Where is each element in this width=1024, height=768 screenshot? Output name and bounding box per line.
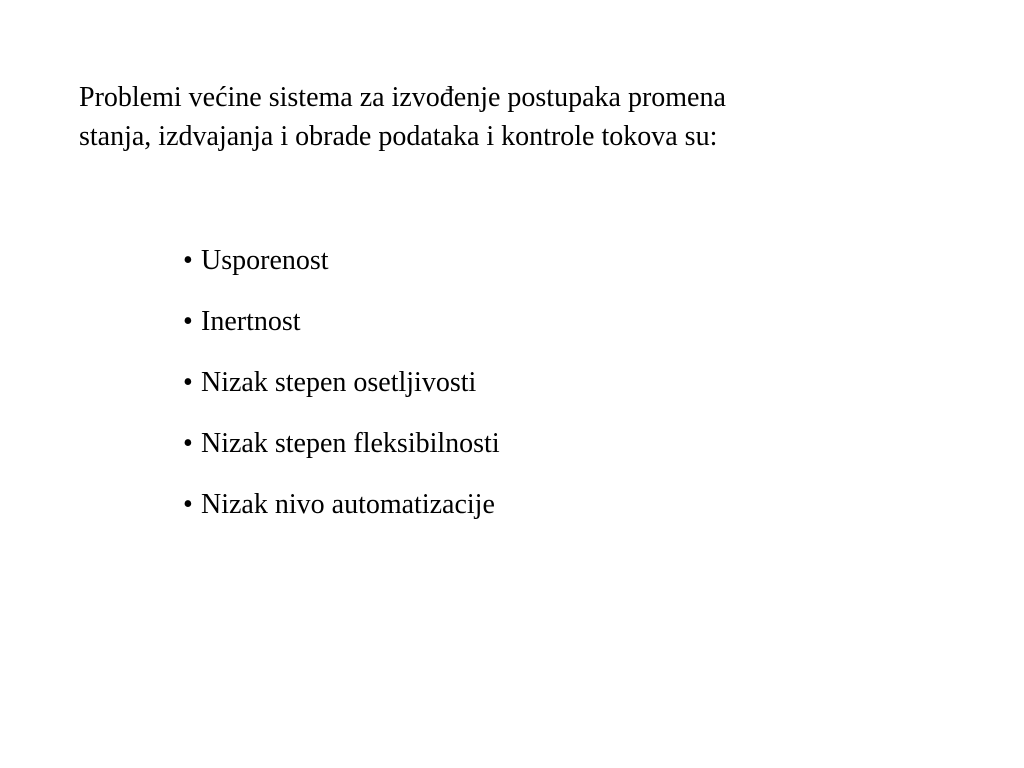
list-item-text: Inertnost bbox=[201, 306, 301, 337]
bullet-icon: • bbox=[183, 367, 193, 398]
bullet-icon: • bbox=[183, 245, 193, 276]
bullet-icon: • bbox=[183, 306, 193, 337]
intro-line-1: Problemi većine sistema za izvođenje postupaka promena bbox=[79, 82, 726, 113]
list-item-text: Usporenost bbox=[201, 245, 329, 276]
list-item-text: Nizak stepen osetljivosti bbox=[201, 367, 477, 398]
problem-list bbox=[183, 239, 500, 544]
bullet-icon: • bbox=[183, 428, 193, 459]
list-item bbox=[183, 422, 500, 483]
list-item bbox=[183, 300, 500, 361]
intro-line-2: stanja, izdvajanja i obrade podataka i kontrole tokova su: bbox=[79, 121, 718, 152]
list-item-text: Nizak nivo automatizacije bbox=[201, 489, 495, 520]
list-item-text: Nizak stepen fleksibilnosti bbox=[201, 428, 500, 459]
intro-paragraph bbox=[79, 78, 979, 156]
list-item bbox=[183, 239, 500, 300]
list-item bbox=[183, 361, 500, 422]
bullet-icon: • bbox=[183, 489, 193, 520]
list-item bbox=[183, 483, 500, 544]
